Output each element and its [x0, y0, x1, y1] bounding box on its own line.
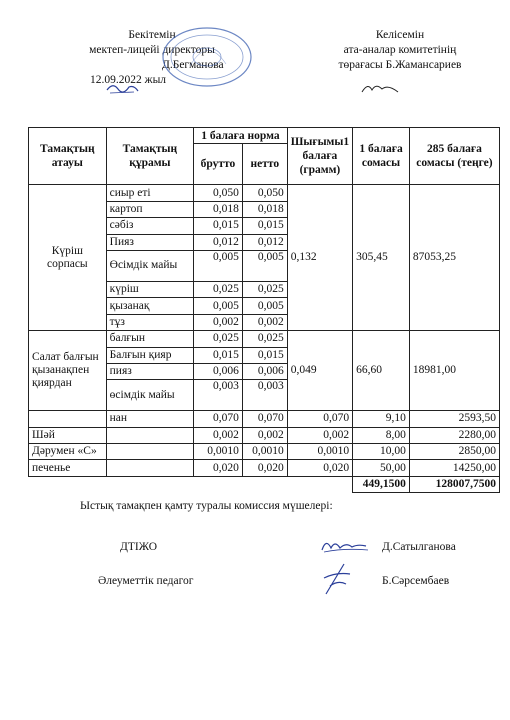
brutto-value: 0,015 — [194, 218, 243, 234]
netto-value: 0,050 — [242, 185, 287, 201]
ingredient — [106, 444, 193, 460]
cost-value: 66,60 — [353, 331, 410, 411]
cost-total: 449,1500 — [353, 476, 410, 492]
header-name: Тамақтың атауы — [29, 128, 107, 185]
netto-value: 0,025 — [242, 281, 287, 297]
totals-row — [29, 476, 500, 492]
netto-value: 0,025 — [242, 331, 287, 347]
brutto-value: 0,050 — [194, 185, 243, 201]
output-value: 0,132 — [287, 185, 352, 331]
brutto-value: 0,005 — [194, 298, 243, 314]
output-value: 0,049 — [287, 331, 352, 411]
netto-value: 0,005 — [242, 298, 287, 314]
netto-value: 0,018 — [242, 201, 287, 217]
total-value: 18981,00 — [409, 331, 499, 411]
netto-value: 0,002 — [242, 314, 287, 330]
cost-value: 8,00 — [353, 427, 410, 443]
header-output: Шығымы1 балаға (грамм) — [287, 128, 352, 185]
brutto-value: 0,002 — [194, 314, 243, 330]
ingredient — [106, 460, 193, 476]
director-signature — [104, 80, 140, 96]
cost-value: 10,00 — [353, 444, 410, 460]
member-1-name: Д.Сатылганова — [382, 541, 456, 553]
brutto-value: 0,005 — [194, 250, 243, 281]
table-row — [29, 444, 500, 460]
ingredient: Өсімдік майы — [106, 250, 193, 281]
brutto-value: 0,006 — [194, 363, 243, 379]
approval-position: мектеп-лицейі директоры — [89, 44, 215, 56]
brutto-value: 0,0010 — [194, 444, 243, 460]
netto-value: 0,003 — [242, 380, 287, 411]
approval-date: 12.09.2022 жыл — [90, 74, 167, 86]
brutto-value: 0,020 — [194, 460, 243, 476]
netto-value: 0,020 — [242, 460, 287, 476]
ingredient: Пияз — [106, 234, 193, 250]
dish-name: Салат балғын қызанақпен қиярдан — [29, 331, 107, 411]
brutto-value: 0,012 — [194, 234, 243, 250]
ingredient: нан — [106, 411, 193, 427]
total-value: 2850,00 — [409, 444, 499, 460]
grand-total: 128007,7500 — [409, 476, 499, 492]
commission-title: Ыстық тамақпен қамту туралы комиссия мүшелері: — [80, 500, 333, 512]
brutto-value: 0,003 — [194, 380, 243, 411]
agreement-block — [300, 28, 500, 73]
menu-table — [28, 127, 500, 493]
ingredient: сиыр еті — [106, 185, 193, 201]
role-1: ДТІЖО — [120, 541, 158, 553]
header-cost: 1 балаға сомасы — [353, 128, 410, 185]
output-value: 0,020 — [287, 460, 352, 476]
brutto-value: 0,025 — [194, 281, 243, 297]
ingredient: балғын — [106, 331, 193, 347]
netto-value: 0,070 — [242, 411, 287, 427]
total-value: 14250,00 — [409, 460, 499, 476]
ingredient: пияз — [106, 363, 193, 379]
dish-name — [29, 411, 107, 427]
member-2-name: Б.Сәрсембаев — [382, 575, 450, 587]
brutto-value: 0,018 — [194, 201, 243, 217]
cost-value: 305,45 — [353, 185, 410, 331]
approval-signer: Д.Бегманова — [162, 59, 224, 71]
dish-name: Күріш сорпасы — [29, 185, 107, 331]
dish-name: Дәрумен «С» — [29, 444, 107, 460]
ingredient: күріш — [106, 281, 193, 297]
cost-value: 50,00 — [353, 460, 410, 476]
output-value: 0,070 — [287, 411, 352, 427]
member-1-signature — [318, 536, 370, 556]
header-netto: нетто — [242, 144, 287, 185]
ingredient: қызанақ — [106, 298, 193, 314]
member-2-signature — [316, 560, 356, 596]
table-row — [29, 331, 500, 347]
output-value: 0,002 — [287, 427, 352, 443]
total-value: 87053,25 — [409, 185, 499, 331]
dish-name: печенье — [29, 460, 107, 476]
netto-value: 0,005 — [242, 250, 287, 281]
table-row — [29, 460, 500, 476]
netto-value: 0,015 — [242, 347, 287, 363]
brutto-value: 0,025 — [194, 331, 243, 347]
table-row — [29, 427, 500, 443]
school-seal-stamp — [160, 26, 255, 88]
header-brutto: брутто — [194, 144, 243, 185]
ingredient: картоп — [106, 201, 193, 217]
agreement-chair: төрағасы Б.Жамансариев — [338, 59, 462, 71]
table-row — [29, 185, 500, 201]
netto-value: 0,012 — [242, 234, 287, 250]
role-2: Әлеуметтік педагог — [98, 575, 194, 587]
header-norm: 1 балаға норма — [194, 128, 288, 144]
brutto-value: 0,002 — [194, 427, 243, 443]
ingredient: тұз — [106, 314, 193, 330]
dish-name: Шәй — [29, 427, 107, 443]
brutto-value: 0,070 — [194, 411, 243, 427]
netto-value: 0,006 — [242, 363, 287, 379]
header-total: 285 балаға сомасы (теңге) — [409, 128, 499, 185]
ingredient: Балғын қияр — [106, 347, 193, 363]
total-value: 2280,00 — [409, 427, 499, 443]
agreement-committee: ата-аналар комитетінің — [343, 44, 457, 56]
table-row — [29, 411, 500, 427]
output-value: 0,0010 — [287, 444, 352, 460]
header-composition: Тамақтың құрамы — [106, 128, 193, 185]
ingredient: өсімдік майы — [106, 380, 193, 411]
chair-signature — [360, 80, 400, 96]
ingredient — [106, 427, 193, 443]
total-value: 2593,50 — [409, 411, 499, 427]
approval-title: Бекітемін — [128, 29, 176, 41]
cost-value: 9,10 — [353, 411, 410, 427]
brutto-value: 0,015 — [194, 347, 243, 363]
ingredient: сәбіз — [106, 218, 193, 234]
netto-value: 0,0010 — [242, 444, 287, 460]
netto-value: 0,015 — [242, 218, 287, 234]
agreement-title: Келісемін — [375, 29, 425, 41]
netto-value: 0,002 — [242, 427, 287, 443]
